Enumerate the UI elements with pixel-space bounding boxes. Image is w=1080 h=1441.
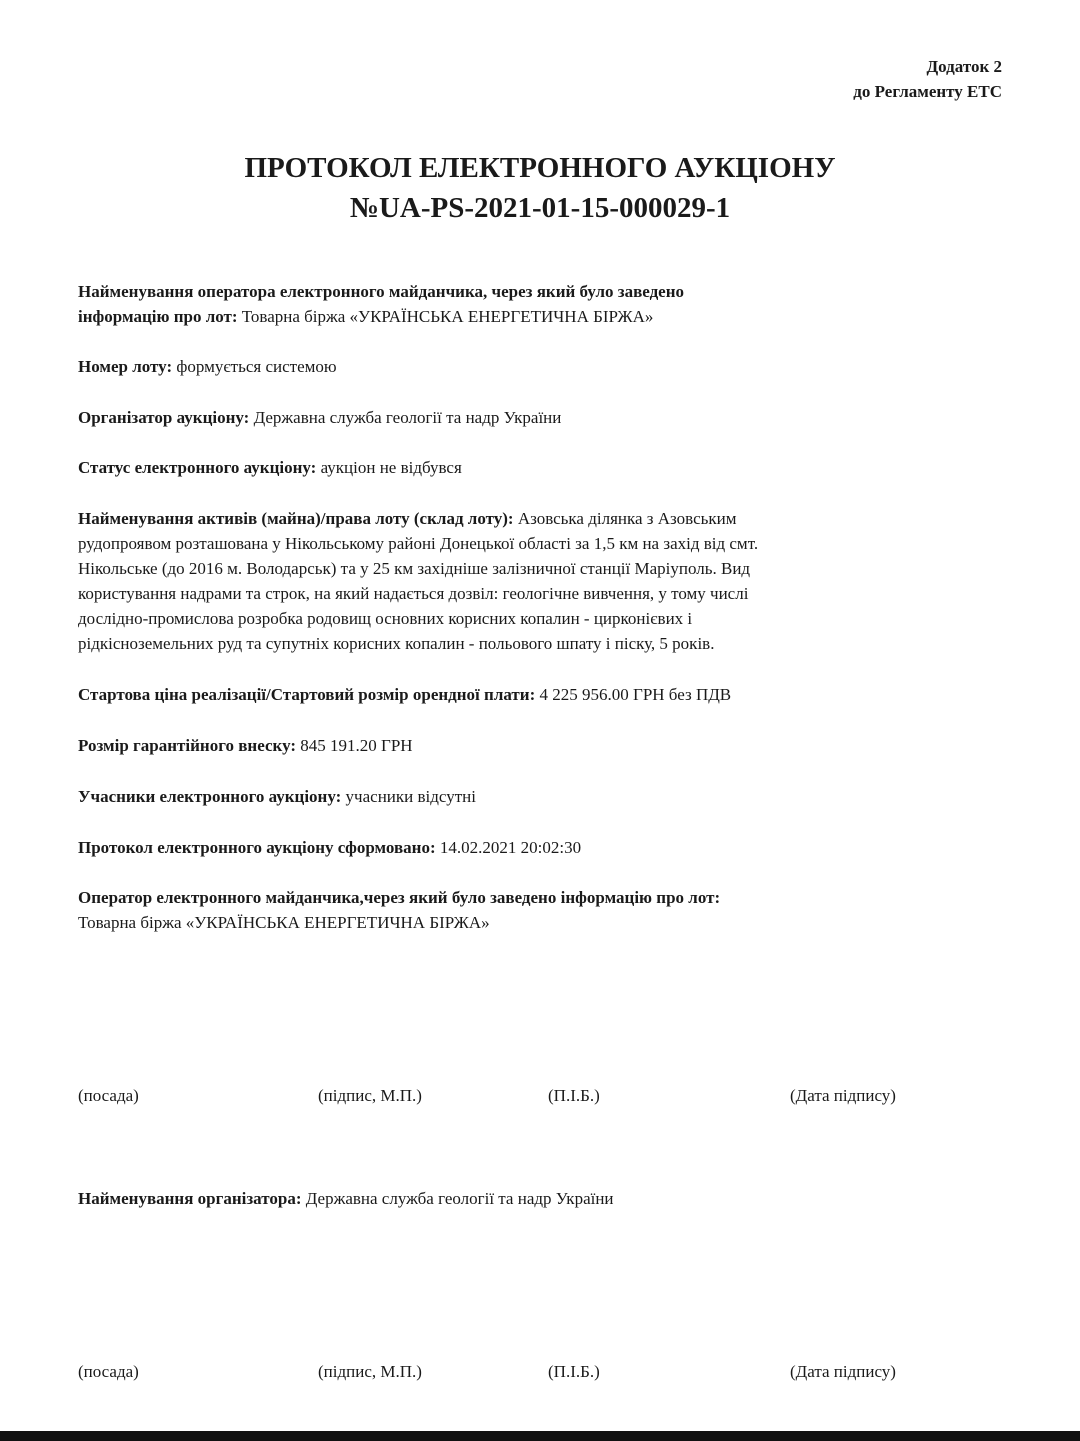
annex-reference: до Регламенту ЕТС xyxy=(853,82,1002,101)
field-value: рудопроявом розташована у Нікольському районі Донецької області за 1,5 км на захід від смт. xyxy=(78,534,759,553)
field-value: учасники відсутні xyxy=(341,787,476,806)
field-label: Статус електронного аукціону: xyxy=(78,458,317,477)
field-guarantee xyxy=(78,733,978,758)
signature-name: (П.І.Б.) xyxy=(548,1362,600,1381)
field-value: користування надрами та строк, на який надається дозвіл: геологічне вивчення, у тому числі xyxy=(78,584,749,603)
signature-date: (Дата підпису) xyxy=(790,1086,896,1105)
field-start-price xyxy=(78,682,978,707)
field-label: Найменування активів (майна)/права лоту (склад лоту): xyxy=(78,509,514,528)
field-operator xyxy=(78,279,978,329)
field-value: формується системою xyxy=(172,357,337,376)
field-value: аукціон не відбувся xyxy=(316,458,462,477)
field-label: Організатор аукціону: xyxy=(78,408,250,427)
signature-position: (посада) xyxy=(78,1086,139,1105)
field-value: 845 191.20 ГРН xyxy=(296,736,413,755)
annex-note xyxy=(853,54,1002,104)
field-assets xyxy=(78,506,978,656)
field-value: Державна служба геології та надр України xyxy=(301,1189,614,1208)
signature-sign: (підпис, М.П.) xyxy=(318,1362,422,1381)
field-label: інформацію про лот: xyxy=(78,307,238,326)
field-participants xyxy=(78,784,978,809)
field-operator-2 xyxy=(78,885,978,935)
annex-line: Додаток 2 xyxy=(926,57,1002,76)
field-value: Державна служба геології та надр України xyxy=(249,408,562,427)
signature-sign: (підпис, М.П.) xyxy=(318,1086,422,1105)
field-value: Азовська ділянка з Азовським xyxy=(513,509,737,528)
signature-date: (Дата підпису) xyxy=(790,1362,896,1381)
field-label: Учасники електронного аукціону: xyxy=(78,787,342,806)
signature-name: (П.І.Б.) xyxy=(548,1086,600,1105)
page-title xyxy=(0,148,1080,228)
field-value: дослідно-промислова розробка родовищ основних корисних копалин - цирконієвих і xyxy=(78,609,693,628)
field-status xyxy=(78,455,978,480)
field-value: рідкісноземельних руд та супутніх корисних копалин - польового шпату і піску, 5 років. xyxy=(78,634,715,653)
field-label: Протокол електронного аукціону сформовано: xyxy=(78,838,436,857)
bottom-edge xyxy=(0,1431,1080,1441)
field-label: Оператор електронного майданчика,через який було заведено інформацію про лот: xyxy=(78,888,721,907)
field-value: 14.02.2021 20:02:30 xyxy=(435,838,582,857)
title-heading: ПРОТОКОЛ ЕЛЕКТРОННОГО АУКЦІОНУ xyxy=(244,152,836,184)
protocol-number: №UA-PS-2021-01-15-000029-1 xyxy=(349,192,731,224)
field-value: 4 225 956.00 ГРН без ПДВ xyxy=(535,685,732,704)
field-label: Найменування організатора: xyxy=(78,1189,302,1208)
field-value: Товарна біржа «УКРАЇНСЬКА ЕНЕРГЕТИЧНА БІРЖА» xyxy=(237,307,654,326)
field-label: Найменування оператора електронного майданчика, через який було заведено xyxy=(78,282,685,301)
field-organizer xyxy=(78,405,978,430)
field-organizer-name xyxy=(78,1186,978,1211)
signature-position: (посада) xyxy=(78,1362,139,1381)
field-label: Номер лоту: xyxy=(78,357,173,376)
field-label: Стартова ціна реалізації/Стартовий розмір орендної плати: xyxy=(78,685,536,704)
field-value: Товарна біржа «УКРАЇНСЬКА ЕНЕРГЕТИЧНА БІРЖА» xyxy=(78,913,490,932)
field-label: Розмір гарантійного внеску: xyxy=(78,736,297,755)
field-lot-number xyxy=(78,354,978,379)
field-formed xyxy=(78,835,978,860)
field-value: Нікольське (до 2016 м. Володарськ) та у 25 км західніше залізничної станції Маріуполь. Вид xyxy=(78,559,751,578)
